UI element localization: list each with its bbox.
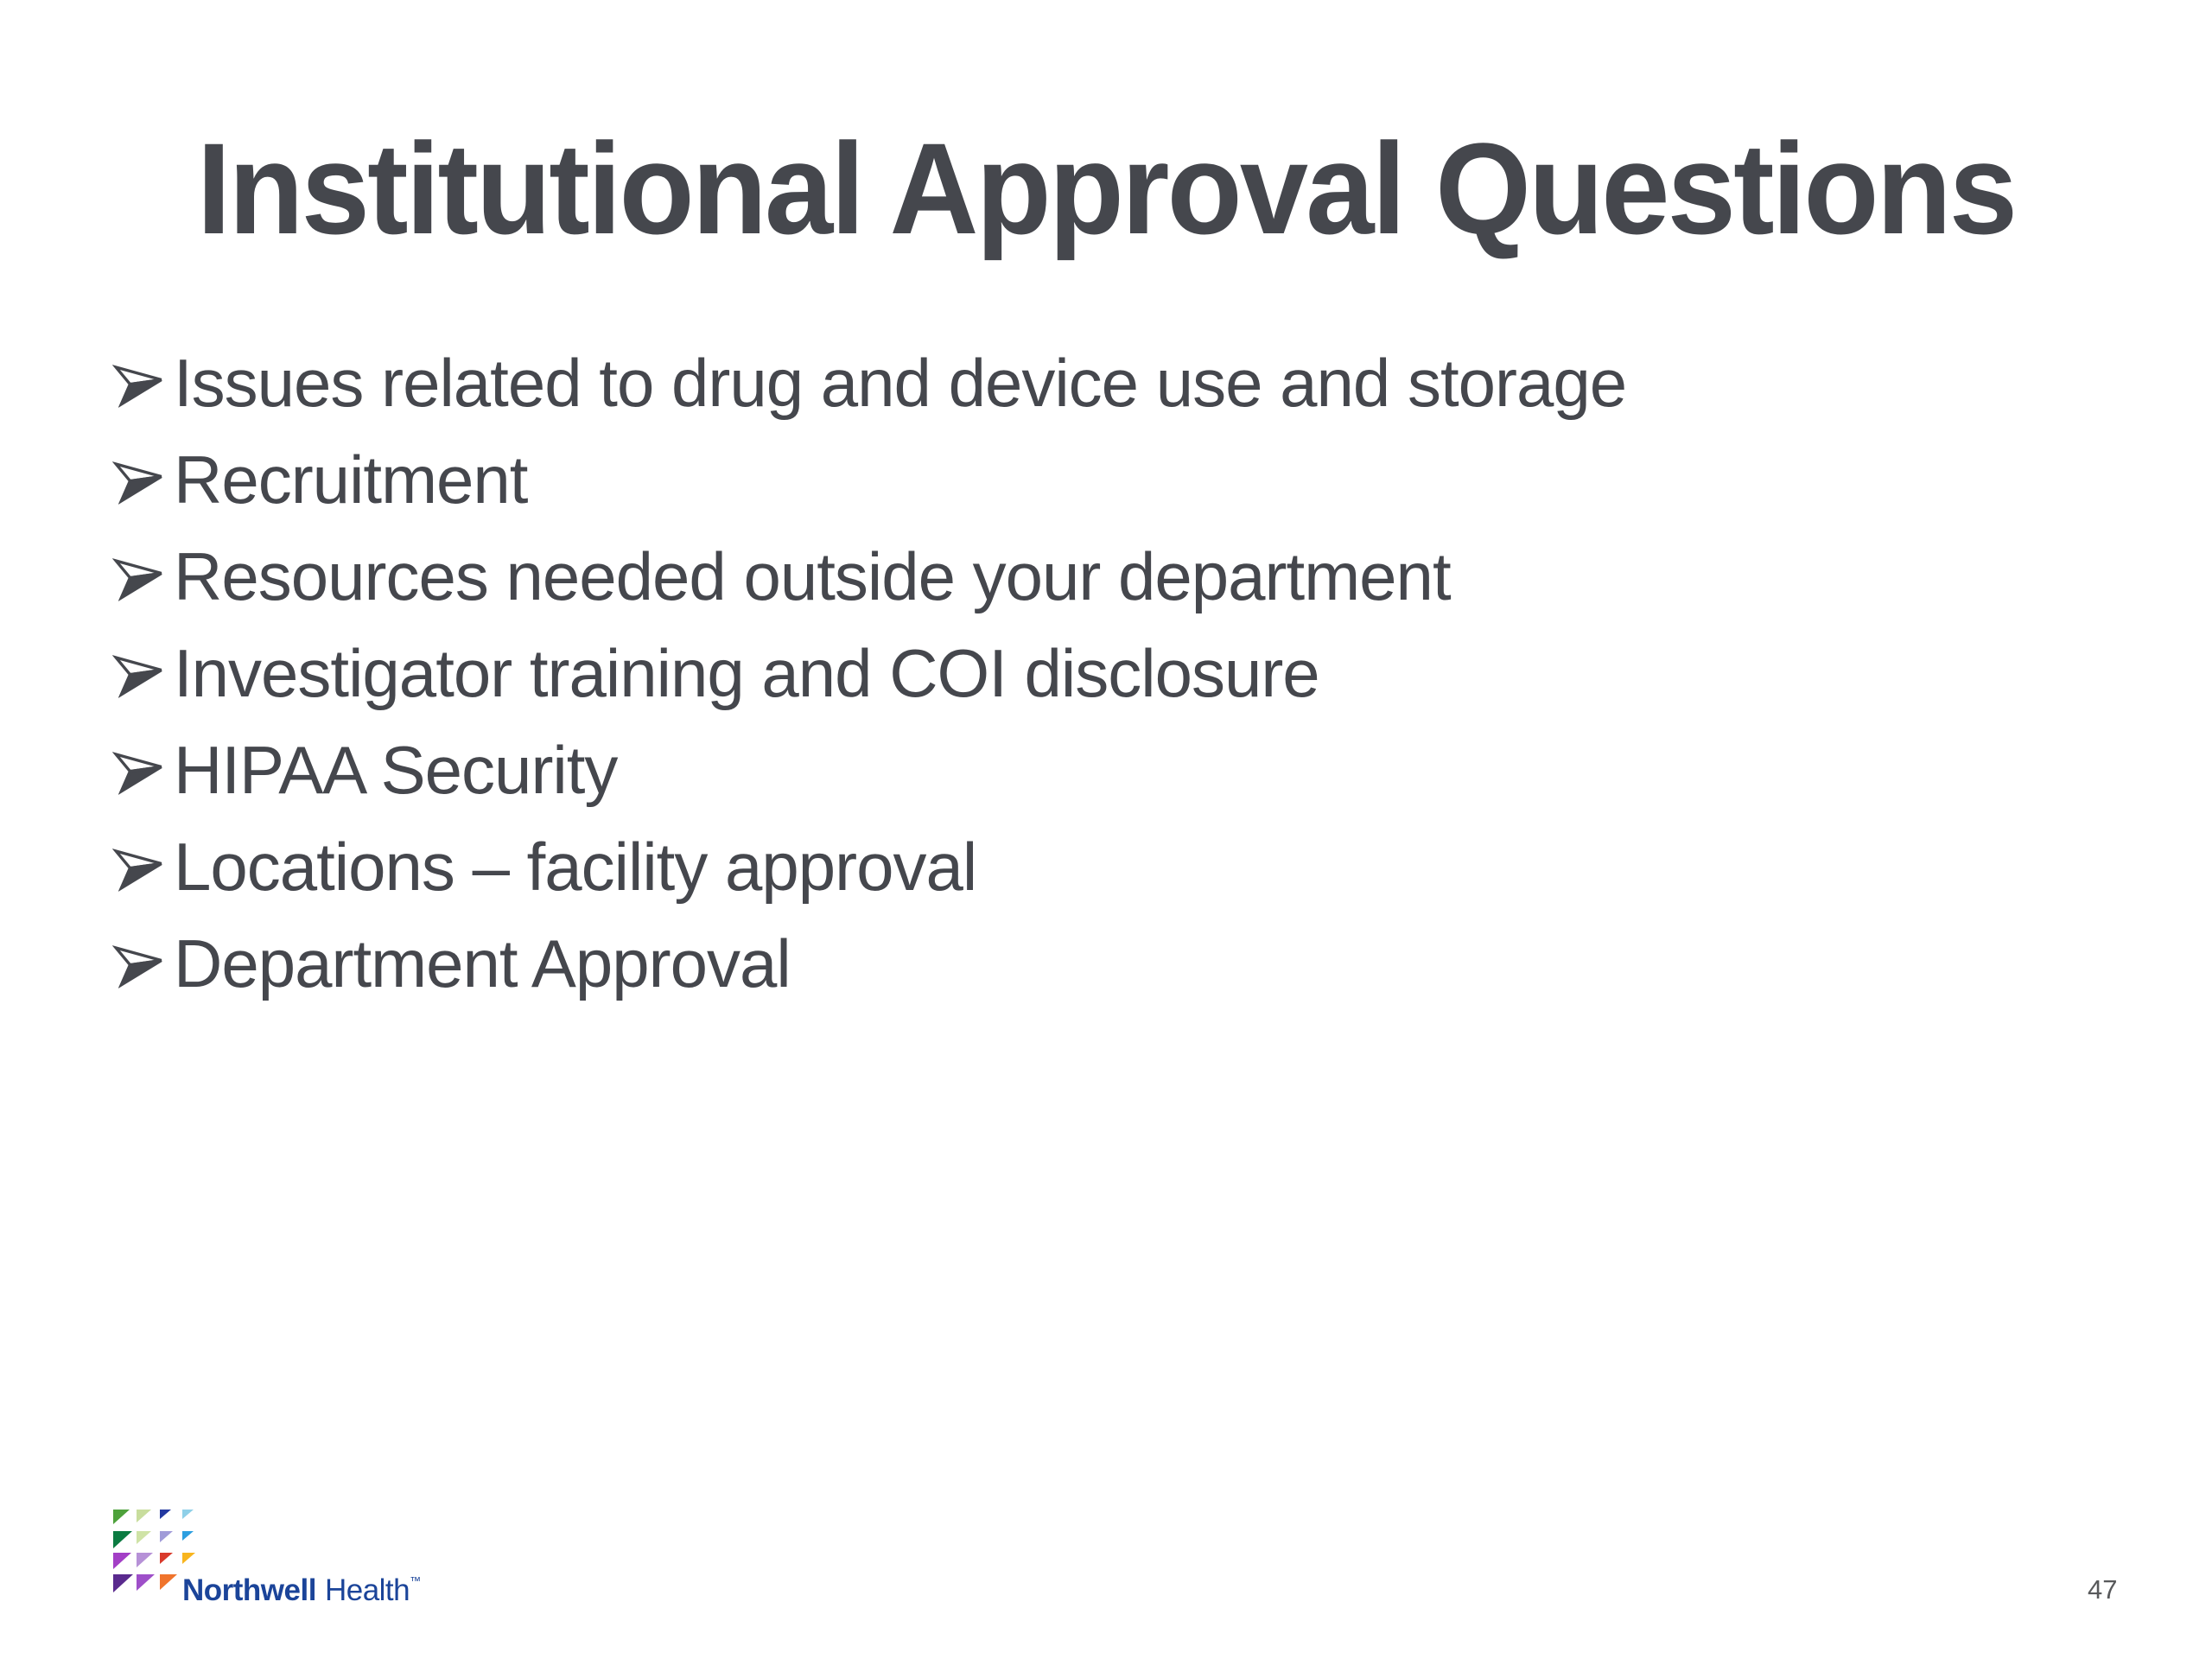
bullet-text: Department Approval — [174, 925, 791, 1001]
page-number: 47 — [2088, 1574, 2118, 1605]
logo-brand-bold: Northwell — [182, 1573, 316, 1607]
logo-triangle — [137, 1531, 151, 1544]
logo-triangle — [113, 1574, 133, 1592]
bullet-text: Resources needed outside your department — [174, 537, 1451, 614]
bullet-text: Recruitment — [174, 441, 528, 518]
northwell-health-logo — [113, 1510, 511, 1605]
bullet-text: Issues related to drug and device use and storage — [174, 344, 1627, 421]
logo-triangle — [182, 1531, 194, 1541]
slide-title: Institutional Approval Questions — [196, 116, 2016, 261]
logo-triangle — [113, 1531, 132, 1548]
list-item — [115, 334, 1626, 431]
logo-triangle — [137, 1510, 151, 1522]
bullet-list — [115, 334, 1626, 1012]
trademark-symbol: ™ — [410, 1574, 422, 1587]
logo-triangle — [137, 1574, 155, 1591]
logo-brand-regular: Health — [324, 1573, 410, 1607]
logo-triangle — [160, 1574, 177, 1590]
logo-triangle — [160, 1553, 173, 1564]
list-item — [115, 625, 1626, 721]
arrowhead-bullet-icon — [112, 745, 168, 795]
logo-wordmark — [182, 1573, 421, 1608]
arrowhead-bullet-icon — [112, 551, 168, 601]
logo-triangle — [182, 1553, 195, 1564]
logo-triangle — [113, 1553, 131, 1569]
logo-triangle — [160, 1531, 173, 1542]
arrowhead-bullet-icon — [112, 842, 168, 892]
bullet-text: Locations – facility approval — [174, 828, 977, 905]
bullet-text: Investigator training and COI disclosure — [174, 634, 1319, 711]
bullet-text: HIPAA Security — [174, 731, 618, 808]
list-item — [115, 431, 1626, 528]
logo-triangle — [137, 1553, 153, 1567]
logo-triangle — [113, 1510, 130, 1524]
list-item — [115, 818, 1626, 915]
arrowhead-bullet-icon — [112, 454, 168, 505]
list-item — [115, 721, 1626, 818]
logo-triangle — [160, 1510, 171, 1519]
arrowhead-bullet-icon — [112, 648, 168, 698]
logo-triangle — [182, 1510, 194, 1519]
arrowhead-bullet-icon — [112, 358, 168, 408]
list-item — [115, 915, 1626, 1012]
arrowhead-bullet-icon — [112, 938, 168, 988]
list-item — [115, 528, 1626, 625]
